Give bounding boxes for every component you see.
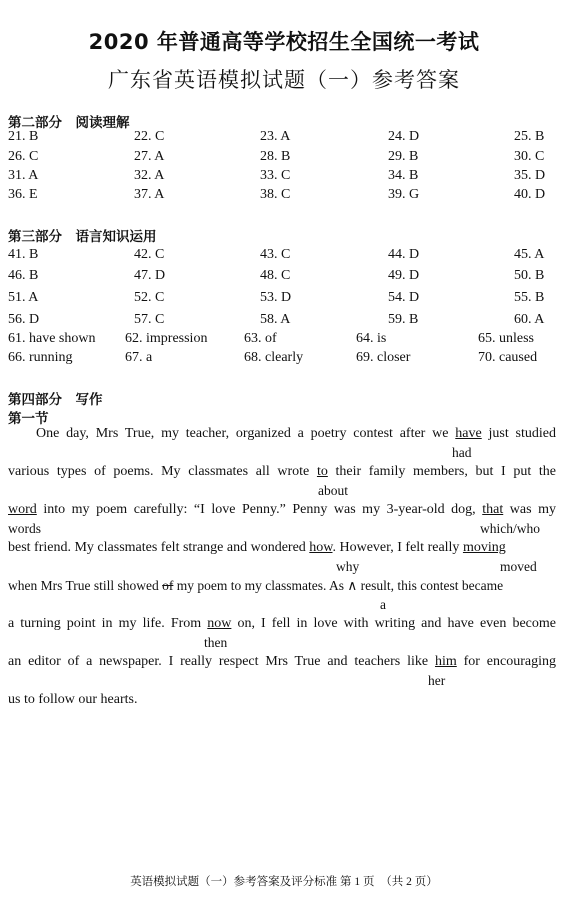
page-footer: 英语模拟试题（一）参考答案及评分标准 第 1 页 （共 2 页） bbox=[130, 876, 438, 888]
answer-cell: 68. clearly bbox=[244, 350, 304, 365]
answer-cell: 26. C bbox=[8, 149, 39, 164]
essay-text: various types of poems. My classmates all wrote bbox=[8, 464, 317, 479]
answer-cell: 55. B bbox=[514, 290, 545, 305]
error-word: word bbox=[8, 502, 37, 517]
essay-text: best friend. My classmates felt strange and wondered bbox=[8, 540, 310, 555]
answer-cell: 65. unless bbox=[478, 331, 534, 346]
answer-cell: 58. A bbox=[260, 312, 291, 327]
answer-cell: 43. C bbox=[260, 247, 291, 262]
answer-cell: 57. C bbox=[134, 312, 165, 327]
answer-cell: 54. D bbox=[388, 290, 420, 305]
answer-cell: 37. A bbox=[134, 187, 165, 202]
essay-line bbox=[8, 654, 556, 672]
essay-line bbox=[8, 426, 556, 444]
answer-cell: 47. D bbox=[134, 268, 166, 283]
essay-text: into my poem carefully: “I love Penny.” Penny was my 3-year-old dog, bbox=[36, 502, 483, 517]
essay-text: on, I fell in love with writing and have even become bbox=[231, 616, 556, 631]
answer-cell: 53. D bbox=[260, 290, 292, 305]
answer-cell: 49. D bbox=[388, 268, 420, 283]
answer-cell: 32. A bbox=[134, 168, 165, 183]
essay-text: . However, I felt really bbox=[332, 540, 463, 555]
section-heading: 第一节 bbox=[8, 411, 49, 427]
answer-row bbox=[0, 187, 568, 207]
part4-heading: 第四部分 写作 bbox=[8, 392, 103, 408]
correction-word: why bbox=[336, 559, 360, 574]
exam-title: 2020 年普通高等学校招生全国统一考试 bbox=[88, 30, 480, 54]
correction-word: then bbox=[204, 635, 228, 650]
answer-row bbox=[0, 129, 568, 149]
essay-line: us to follow our hearts. bbox=[8, 692, 138, 707]
deleted-word: of bbox=[162, 578, 174, 593]
answer-row bbox=[0, 312, 568, 332]
answer-cell: 22. C bbox=[134, 129, 165, 144]
essay-text: my poem to my classmates. As bbox=[173, 578, 348, 593]
answer-cell: 33. C bbox=[260, 168, 291, 183]
answer-cell: 34. B bbox=[388, 168, 419, 183]
answer-cell: 25. B bbox=[514, 129, 545, 144]
answer-cell: 23. A bbox=[260, 129, 291, 144]
answer-row bbox=[0, 168, 568, 188]
fill-in-row bbox=[0, 331, 568, 351]
essay-text: just studied bbox=[481, 426, 556, 441]
correction-word: had bbox=[452, 445, 472, 460]
essay-text: for encouraging bbox=[456, 654, 556, 669]
error-word: how bbox=[309, 540, 333, 555]
answer-cell: 29. B bbox=[388, 149, 419, 164]
essay-line bbox=[8, 464, 556, 482]
answer-row bbox=[0, 149, 568, 169]
error-word: moving bbox=[462, 540, 506, 555]
essay-text: when Mrs True still showed bbox=[8, 578, 163, 593]
insert-caret-icon: ∧ bbox=[347, 578, 358, 593]
error-word: have bbox=[455, 426, 482, 441]
answer-cell: 50. B bbox=[514, 268, 545, 283]
error-word: to bbox=[316, 464, 328, 479]
part2-heading: 第二部分 阅读理解 bbox=[8, 115, 130, 131]
fill-in-row bbox=[0, 350, 568, 370]
answer-cell: 44. D bbox=[388, 247, 420, 262]
essay-text: was my bbox=[503, 502, 556, 517]
answer-cell: 52. C bbox=[134, 290, 165, 305]
answer-cell: 46. B bbox=[8, 268, 39, 283]
answer-cell: 64. is bbox=[356, 331, 387, 346]
answer-cell: 24. D bbox=[388, 129, 420, 144]
essay-line bbox=[8, 616, 556, 634]
essay-line bbox=[8, 502, 556, 520]
answer-cell: 66. running bbox=[8, 350, 73, 365]
answer-cell: 30. C bbox=[514, 149, 545, 164]
correction-word: which/who bbox=[480, 521, 540, 536]
essay-text: One day, Mrs True, my teacher, organized a poetry contest after we bbox=[36, 426, 456, 441]
answer-cell: 60. A bbox=[514, 312, 545, 327]
answer-cell: 21. B bbox=[8, 129, 39, 144]
answer-cell: 62. impression bbox=[125, 331, 208, 346]
essay-line bbox=[8, 578, 556, 594]
error-word: that bbox=[482, 502, 504, 517]
part3-heading: 第三部分 语言知识运用 bbox=[8, 229, 157, 245]
essay-line bbox=[8, 540, 556, 556]
answer-cell: 28. B bbox=[260, 149, 291, 164]
answer-cell: 27. A bbox=[134, 149, 165, 164]
answer-cell: 63. of bbox=[244, 331, 277, 346]
correction-word: moved bbox=[500, 559, 537, 574]
answer-cell: 59. B bbox=[388, 312, 419, 327]
correction-word: a bbox=[380, 597, 386, 612]
answer-row bbox=[0, 268, 568, 288]
answer-cell: 56. D bbox=[8, 312, 40, 327]
answer-cell: 42. C bbox=[134, 247, 165, 262]
answer-row bbox=[0, 290, 568, 310]
answer-cell: 35. D bbox=[514, 168, 546, 183]
essay-text: an editor of a newspaper. I really respect Mrs True and teachers like bbox=[8, 654, 435, 669]
essay-text: a turning point in my life. From bbox=[8, 616, 208, 631]
answer-cell: 45. A bbox=[514, 247, 545, 262]
answer-cell: 69. closer bbox=[356, 350, 411, 365]
error-word: him bbox=[434, 654, 457, 669]
answer-cell: 51. A bbox=[8, 290, 39, 305]
answer-key-subtitle: 广东省英语模拟试题（一）参考答案 bbox=[108, 68, 460, 92]
correction-word: words bbox=[8, 521, 41, 536]
answer-cell: 36. E bbox=[8, 187, 38, 202]
answer-cell: 41. B bbox=[8, 247, 39, 262]
answer-row bbox=[0, 247, 568, 267]
answer-cell: 40. D bbox=[514, 187, 546, 202]
answer-cell: 61. have shown bbox=[8, 331, 96, 346]
answer-cell: 31. A bbox=[8, 168, 39, 183]
answer-cell: 38. C bbox=[260, 187, 291, 202]
error-word: now bbox=[207, 616, 232, 631]
correction-word: about bbox=[318, 483, 348, 498]
answer-cell: 70. caused bbox=[478, 350, 538, 365]
essay-text: their family members, but I put the bbox=[327, 464, 556, 479]
answer-cell: 67. a bbox=[125, 350, 153, 365]
answer-cell: 48. C bbox=[260, 268, 291, 283]
answer-cell: 39. G bbox=[388, 187, 420, 202]
essay-text: result, this contest became bbox=[357, 578, 504, 593]
correction-word: her bbox=[428, 673, 446, 688]
